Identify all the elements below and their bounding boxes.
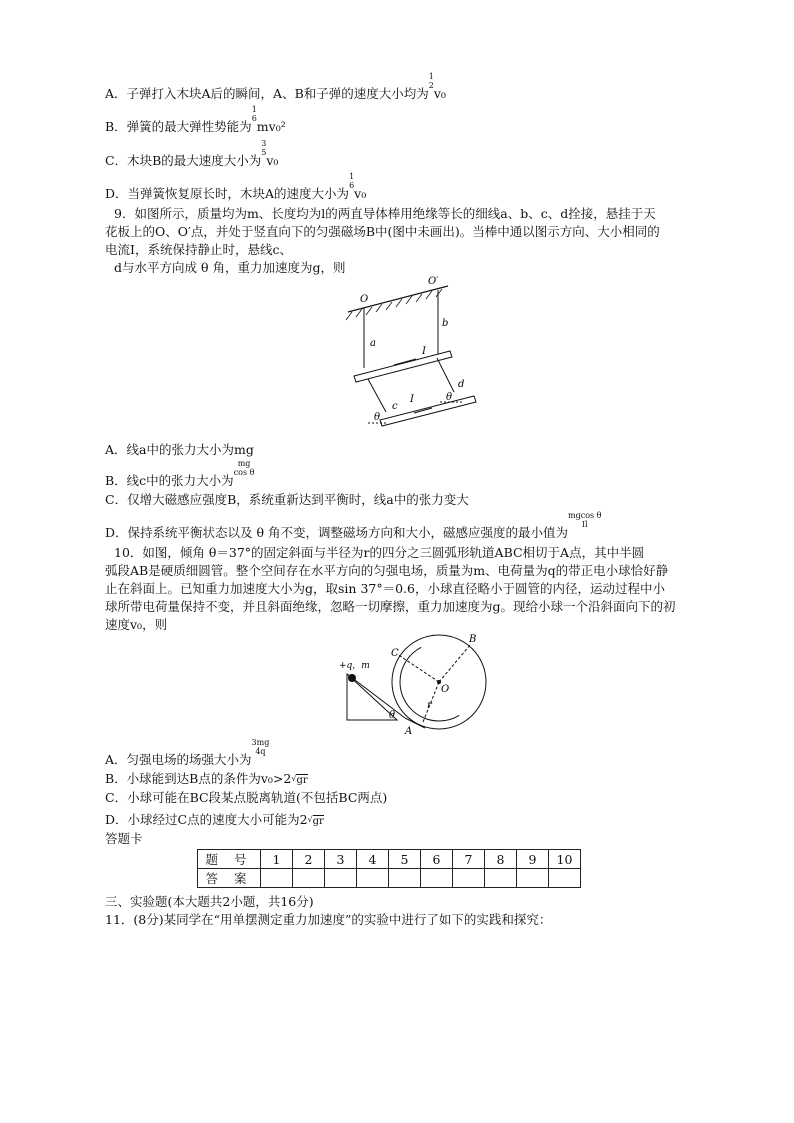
- q9-option-b: B．线c中的张力大小为 mg cos θ: [105, 459, 255, 488]
- label-theta-left: θ: [374, 412, 381, 423]
- q9-option-d: D．保持系统平衡状态以及 θ 角不变，调整磁场方向和大小，磁感应强度的最小值为 mgcos θ Il: [105, 511, 602, 540]
- table-cell: 3: [325, 850, 357, 869]
- table-cell: 6: [421, 850, 453, 869]
- label-c: C: [391, 648, 399, 659]
- q10-stem-line2: 弧段AB是硬质细圆管。整个空间存在水平方向的匀强电场，质量为m、电荷量为q的带正电小球恰好静: [105, 563, 669, 578]
- q9-stem-line3: 电流I，系统保持静止时，悬线c、: [105, 242, 292, 257]
- fraction: 3mg 4q: [251, 738, 270, 756]
- table-cell: 1: [261, 850, 293, 869]
- q10-stem-line5: 速度v₀，则: [105, 617, 168, 632]
- label-i-bottom: I: [410, 394, 414, 405]
- table-row: [198, 850, 581, 869]
- row-head-answer: 答 案: [198, 869, 261, 888]
- answer-card-title: 答题卡: [105, 831, 143, 846]
- label-d: d: [458, 379, 465, 390]
- q10-option-d: D．小球经过C点的速度大小可能为2√gr: [105, 812, 324, 827]
- fraction: 1 6: [251, 105, 257, 123]
- q8-option-a: A．子弹打入木块A后的瞬间，A、B和子弹的速度大小均为 1 2 v₀: [105, 72, 446, 101]
- q9-stem-line4: d与水平方向成 θ 角，重力加速度为g，则: [114, 260, 346, 275]
- q10-option-b: B．小球能到达B点的条件为v₀>2√gr: [105, 771, 308, 786]
- fraction: 3 5: [261, 139, 267, 157]
- q9-option-a: A．线a中的张力大小为mg: [105, 442, 254, 457]
- label-b: b: [442, 318, 449, 329]
- answer-cell[interactable]: [421, 869, 453, 888]
- q9-conductor-figure: [340, 272, 485, 442]
- fraction: 1 2: [428, 72, 434, 90]
- q10-option-a: A．匀强电场的场强大小为 3mg 4q: [105, 738, 270, 767]
- q10-stem-line3: 止在斜面上。已知重力加速度大小为g，取sin 37°＝0.6，小球直径略小于圆管的内径，运动过程中小: [105, 581, 665, 596]
- answer-cell[interactable]: [389, 869, 421, 888]
- table-cell: 2: [293, 850, 325, 869]
- answer-cell[interactable]: [357, 869, 389, 888]
- label-a: A: [405, 726, 413, 737]
- table-cell: 8: [485, 850, 517, 869]
- row-head-number: 题 号: [198, 850, 261, 869]
- q9-option-c: C．仅增大磁感应强度B，系统重新达到平衡时，线a中的张力变大: [105, 492, 469, 507]
- answer-cell[interactable]: [261, 869, 293, 888]
- table-cell: 4: [357, 850, 389, 869]
- fraction: 1 6: [349, 172, 355, 190]
- table-row: [198, 869, 581, 888]
- q10-option-c: C．小球可能在BC段某点脱离轨道(不包括BC两点): [105, 790, 388, 805]
- section-3-heading: 三、实验题(本大题共2小题，共16分): [105, 894, 314, 909]
- answer-cell[interactable]: [325, 869, 357, 888]
- answer-card-table: [197, 849, 581, 888]
- q8-option-b: B．弹簧的最大弹性势能为 1 6 mv₀²: [105, 105, 286, 134]
- answer-cell[interactable]: [549, 869, 581, 888]
- q8-option-d: D．当弹簧恢复原长时，木块A的速度大小为 1 6 v₀: [105, 172, 367, 201]
- label-o-prime: O′: [428, 276, 439, 287]
- label-r: r: [427, 700, 432, 711]
- table-cell: 10: [549, 850, 581, 869]
- label-theta-right: θ: [446, 392, 453, 403]
- q11-stem: 11．(8分)某同学在“用单摆测定重力加速度”的实验中进行了如下的实践和探究：: [105, 912, 552, 927]
- fraction: mg cos θ: [233, 459, 255, 477]
- label-b: B: [469, 634, 477, 645]
- label-i-top: I: [422, 346, 426, 357]
- q10-stem-line1: 10．如图，倾角 θ＝37°的固定斜面与半径为r的四分之三圆弧形轨道ABC相切于A点，其中半圆: [114, 545, 645, 560]
- q8-option-c: C．木块B的最大速度大小为 3 5 v₀: [105, 139, 279, 168]
- label-charge: +q，m: [339, 661, 370, 671]
- label-c: c: [392, 401, 398, 412]
- label-a: a: [370, 338, 376, 349]
- q10-track-figure: [335, 632, 495, 742]
- answer-cell[interactable]: [293, 869, 325, 888]
- fraction: mgcos θ Il: [568, 511, 602, 529]
- label-o: O: [360, 294, 369, 305]
- answer-cell[interactable]: [453, 869, 485, 888]
- q10-stem-line4: 球所带电荷量保持不变，并且斜面绝缘，忽略一切摩擦，重力加速度为g。现给小球一个沿斜面向下的初: [105, 599, 676, 614]
- table-cell: 7: [453, 850, 485, 869]
- table-cell: 9: [517, 850, 549, 869]
- label-theta: θ: [389, 710, 396, 721]
- answer-cell[interactable]: [517, 869, 549, 888]
- q9-stem-line1: 9．如图所示，质量均为m、长度均为l的两直导体棒用绝缘等长的细线a、b、c、d拴接，悬挂于天: [114, 206, 656, 221]
- q9-stem-line2: 花板上的O、O′点，并处于竖直向下的匀强磁场B中(图中未画出)。当棒中通以图示方向、大小相同的: [105, 224, 660, 239]
- label-o: O: [441, 684, 450, 695]
- answer-cell[interactable]: [485, 869, 517, 888]
- table-cell: 5: [389, 850, 421, 869]
